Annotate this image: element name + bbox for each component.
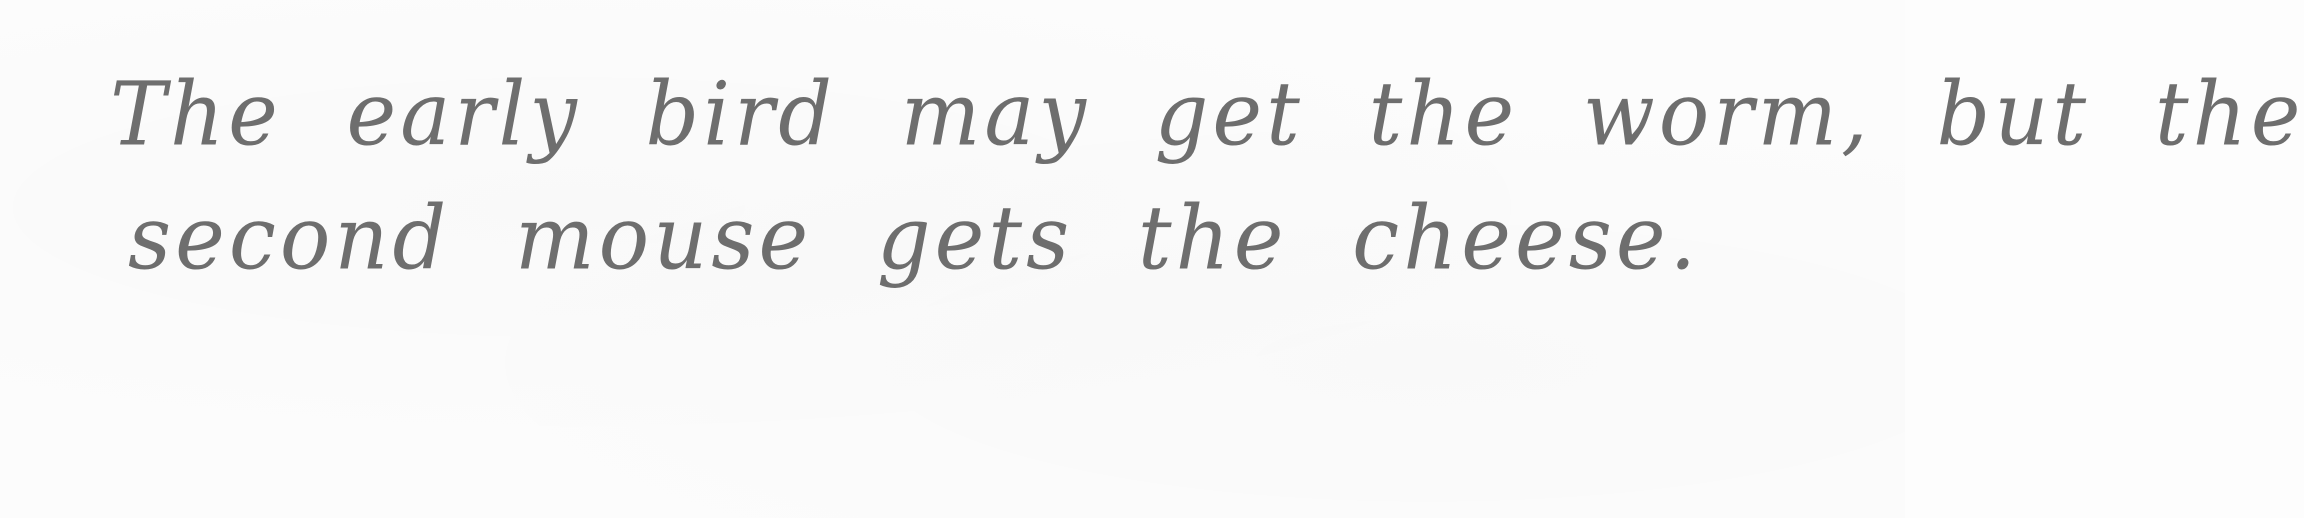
handwritten-line-1: The early bird may get the worm, but the (110, 62, 2304, 166)
handwritten-line-2: second mouse gets the cheese. (128, 186, 1701, 290)
handwritten-note (110, 62, 2304, 290)
